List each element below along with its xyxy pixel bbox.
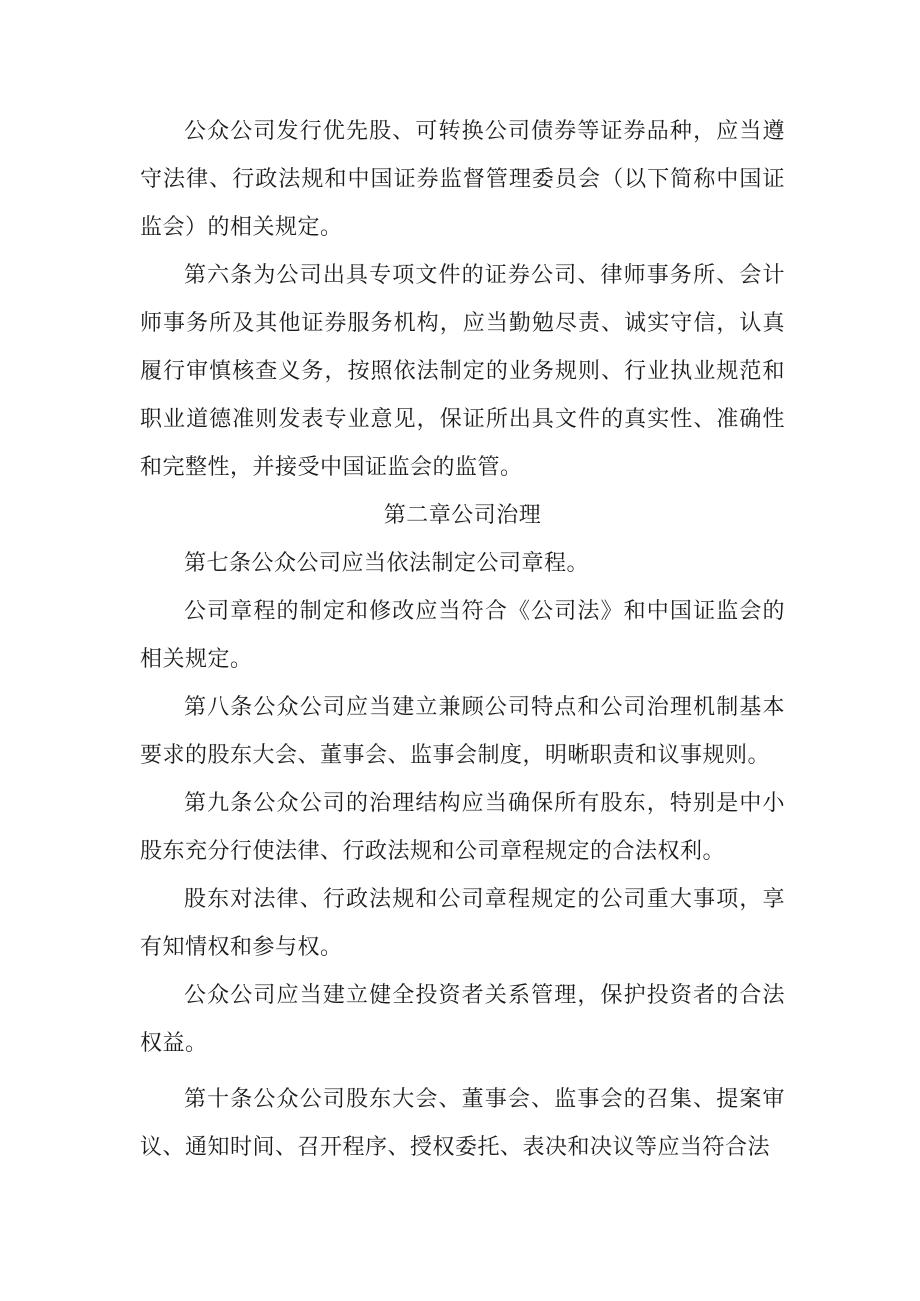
paragraph: 公众公司发行优先股、可转换公司债券等证券品种，应当遵守法律、行政法规和中国证券监督管理委员会（以下简称中国证监会）的相关规定。 [140, 119, 785, 240]
paragraph: 公司章程的制定和修改应当符合《公司法》和中国证监会的相关规定。 [140, 599, 785, 672]
paragraph: 第七条公众公司应当依法制定公司章程。 [184, 551, 590, 576]
paragraph: 第十条公众公司股东大会、董事会、监事会的召集、提案审议、通知时间、召开程序、授权委托、表决和决议等应当符合法 [140, 1087, 785, 1160]
paragraph: 第八条公众公司应当建立兼顾公司特点和公司治理机制基本要求的股东大会、董事会、监事会制度，明晰职责和议事规则。 [140, 695, 785, 768]
document-body [140, 108, 785, 1172]
paragraph: 公众公司应当建立健全投资者关系管理，保护投资者的合法权益。 [140, 983, 785, 1056]
paragraph: 第六条为公司出具专项文件的证券公司、律师事务所、会计师事务所及其他证券服务机构，应当勤勉尽责、诚实守信，认真履行审慎核查义务，按照依法制定的业务规则、行业执业规范和职业道德准则发表专业意见，保证所出具文件的真实性、准确性和完整性，并接受中国证监会的监管。 [140, 263, 785, 480]
paragraph: 第九条公众公司的治理结构应当确保所有股东，特别是中小股东充分行使法律、行政法规和公司章程规定的合法权利。 [140, 791, 785, 864]
paragraph: 股东对法律、行政法规和公司章程规定的公司重大事项，享有知情权和参与权。 [140, 887, 785, 960]
chapter-heading: 第二章公司治理 [383, 503, 542, 528]
